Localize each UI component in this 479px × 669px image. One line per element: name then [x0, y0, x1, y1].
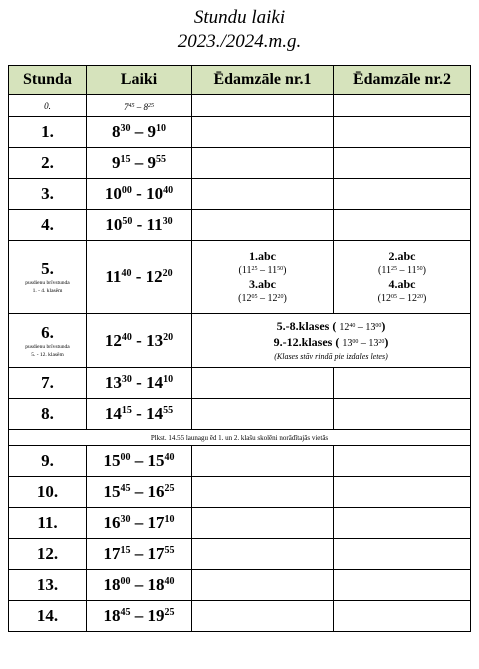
lesson-time-cell — [87, 601, 192, 632]
time-hour: 12 — [104, 330, 122, 350]
time-minutes: 10 — [164, 514, 175, 525]
time-hour: 7 — [124, 101, 129, 112]
canteen-2-cell — [334, 210, 471, 241]
time-hour: 17 — [147, 544, 165, 563]
time-dash: – — [355, 322, 366, 333]
time-hour: 11 — [407, 265, 417, 276]
lesson-time — [104, 513, 175, 532]
lesson-time — [104, 544, 175, 563]
table-row — [9, 508, 471, 539]
canteen-1-cell — [192, 446, 334, 477]
time-hour: 12 — [241, 293, 252, 304]
time-hour: 11 — [381, 265, 391, 276]
table-row — [9, 570, 471, 601]
time-minutes: 40 — [349, 323, 356, 329]
lesson-number: 8. — [41, 404, 54, 423]
time-minutes: 25 — [164, 607, 175, 618]
time-hour: 18 — [147, 575, 165, 594]
lesson-time — [105, 373, 173, 392]
time-hour: 13 — [104, 373, 122, 392]
time-hour: 12 — [381, 293, 391, 304]
table-row — [9, 117, 471, 148]
time-minutes: 55 — [164, 545, 175, 556]
lesson-number-cell — [9, 241, 87, 314]
table-row — [9, 179, 471, 210]
time-dash: – — [130, 513, 148, 532]
time-minutes: 05 — [391, 294, 397, 300]
canteen-1-cell — [192, 508, 334, 539]
canteen-2-cell — [334, 148, 471, 179]
lunch-notice: Plkst. 14.55 launagu ēd 1. un 2. klašu skolēni norādītajās vietās — [9, 430, 471, 446]
lesson-number: 0. — [44, 100, 51, 111]
lesson-number-cell — [9, 117, 87, 148]
canteen-2-cell — [334, 117, 471, 148]
lesson-time — [104, 482, 175, 501]
lesson-time-cell — [87, 314, 192, 368]
time-dash: - — [131, 373, 147, 392]
time-minutes: 00 — [120, 576, 131, 587]
time-dash: – — [358, 338, 369, 349]
time-hour: 9 — [112, 153, 121, 172]
time-hour: 15 — [103, 482, 121, 501]
lesson-number-cell — [9, 368, 87, 399]
time-dash: - — [131, 404, 147, 423]
lesson-time — [104, 451, 175, 470]
time-dash: - — [131, 330, 147, 350]
time-minutes: 05 — [251, 294, 258, 300]
lesson-time-cell — [87, 148, 192, 179]
header-edamzale-2: Ēdamzāle nr.2 — [334, 66, 471, 95]
time-minutes: 00 — [121, 185, 132, 196]
lunch-merged-cell — [192, 314, 471, 368]
lesson-time-cell — [87, 179, 192, 210]
time-dash: – — [130, 544, 148, 563]
time-hour: 18 — [103, 575, 121, 594]
time-hour: 8 — [112, 122, 121, 141]
header-stunda: Stunda — [9, 66, 87, 95]
paren-close: ) — [283, 293, 287, 304]
lesson-time — [105, 215, 172, 234]
time-hour: 10 — [104, 184, 122, 203]
canteen-1-cell — [192, 95, 334, 117]
lesson-note: pusdienu brīvstunda — [25, 343, 70, 350]
lesson-number: 9. — [41, 451, 54, 470]
lunch-group-name: 9.-12.klases — [273, 335, 333, 349]
time-minutes: 50 — [122, 216, 133, 227]
lesson-number: 11. — [37, 513, 58, 532]
time-hour: 10 — [105, 215, 123, 234]
lesson-time-cell — [87, 446, 192, 477]
canteen-1-cell — [192, 179, 334, 210]
time-hour: 13 — [368, 338, 379, 349]
time-dash: - — [132, 215, 147, 234]
time-minutes: 40 — [121, 268, 132, 279]
canteen-2-cell — [334, 368, 471, 399]
lesson-number: 4. — [41, 215, 54, 234]
paren-open: ( — [238, 293, 242, 304]
header-row — [9, 66, 471, 95]
time-minutes: 20 — [417, 294, 423, 300]
canteen-1-cell — [192, 399, 334, 430]
lesson-time-cell — [87, 539, 192, 570]
lesson-number-cell — [9, 601, 87, 632]
class-group: 2.abc — [388, 249, 416, 263]
canteen-1-cell — [192, 117, 334, 148]
lesson-time — [112, 153, 166, 172]
lesson-note: pusdienu brīvstunda — [25, 280, 70, 286]
time-hour: 12 — [407, 293, 417, 304]
canteen-2-cell — [334, 399, 471, 430]
table-row — [9, 148, 471, 179]
time-minutes: 30 — [120, 514, 131, 525]
lesson-number: 3. — [41, 184, 54, 203]
table-row — [9, 399, 471, 430]
time-dash: – — [130, 451, 148, 470]
class-group-time — [334, 291, 470, 305]
time-minutes: 40 — [164, 576, 175, 587]
time-dash: – — [130, 606, 148, 625]
lesson-time-cell — [87, 241, 192, 314]
lesson-number-cell — [9, 399, 87, 430]
time-minutes: 30 — [120, 123, 131, 134]
canteen-2-cell — [334, 539, 471, 570]
lesson-time-cell — [87, 368, 192, 399]
time-hour: 12 — [339, 322, 350, 333]
time-dash: – — [130, 153, 148, 172]
lesson-number: 12. — [36, 544, 59, 563]
time-dash: – — [257, 265, 268, 276]
time-hour: 8 — [143, 101, 148, 112]
time-hour: 19 — [147, 606, 165, 625]
time-minutes: 00 — [352, 339, 359, 345]
lesson-number-cell — [9, 314, 87, 368]
time-minutes: 45 — [120, 607, 131, 618]
lesson-time — [104, 606, 175, 625]
time-dash: – — [397, 265, 407, 276]
lunch-group-time — [339, 322, 381, 333]
time-hour: 11 — [267, 265, 278, 276]
time-minutes: 00 — [375, 323, 382, 329]
lesson-number: 7. — [41, 373, 54, 392]
time-hour: 16 — [103, 513, 121, 532]
time-minutes: 00 — [120, 452, 131, 463]
lesson-number: 1. — [41, 122, 54, 141]
time-hour: 18 — [103, 606, 121, 625]
time-hour: 13 — [342, 338, 353, 349]
table-row — [9, 477, 471, 508]
time-hour: 13 — [146, 330, 164, 350]
time-minutes: 25 — [391, 266, 397, 272]
class-group-time — [334, 263, 470, 277]
canteen-2-cell — [334, 95, 471, 117]
lesson-time — [105, 267, 172, 286]
time-minutes: 30 — [121, 374, 132, 385]
lesson-number: 10. — [36, 482, 59, 501]
time-minutes: 40 — [164, 452, 175, 463]
class-group: 1.abc — [249, 249, 276, 263]
time-minutes: 20 — [162, 268, 173, 279]
canteen-1-cell — [192, 570, 334, 601]
time-minutes: 55 — [163, 405, 174, 416]
time-minutes: 15 — [120, 154, 131, 165]
canteen-2-cell — [334, 446, 471, 477]
document-title: Stundu laiki — [193, 7, 286, 28]
time-minutes: 15 — [121, 405, 132, 416]
table-row — [9, 601, 471, 632]
time-hour: 14 — [146, 373, 164, 392]
canteen-1-cell — [192, 601, 334, 632]
lesson-time-cell — [87, 399, 192, 430]
lesson-number-cell — [9, 539, 87, 570]
class-group-time — [192, 291, 333, 305]
canteen-1-cell — [192, 477, 334, 508]
time-minutes: 10 — [163, 374, 174, 385]
paren-open: ( — [377, 293, 381, 304]
table-row — [9, 210, 471, 241]
canteen-2-cell — [334, 601, 471, 632]
lesson-time — [112, 122, 166, 141]
lesson-time — [105, 404, 173, 423]
time-hour: 11 — [105, 267, 122, 286]
time-hour: 17 — [103, 544, 121, 563]
time-minutes: 30 — [162, 216, 173, 227]
canteen-2-cell — [334, 477, 471, 508]
time-minutes: 40 — [163, 185, 174, 196]
schedule-body — [9, 95, 471, 632]
time-hour: 12 — [145, 267, 163, 286]
paren-close: ) — [381, 319, 386, 333]
time-hour: 17 — [147, 513, 165, 532]
lesson-time-cell — [87, 210, 192, 241]
time-hour: 14 — [104, 404, 122, 423]
lesson-time — [105, 331, 173, 350]
lesson-time — [124, 102, 154, 112]
time-minutes: 50 — [416, 266, 423, 272]
time-minutes: 45 — [120, 483, 131, 494]
lesson-number: 13. — [36, 575, 59, 594]
time-dash: – — [130, 482, 148, 501]
lesson-note-classes: 1. - 4. klasēm — [32, 288, 63, 294]
lesson-number-cell — [9, 508, 87, 539]
lesson-time-cell — [87, 95, 192, 117]
lesson-time — [104, 575, 175, 594]
canteen-2-cell — [334, 570, 471, 601]
table-row — [9, 539, 471, 570]
time-hour: 11 — [241, 265, 252, 276]
table-row — [9, 446, 471, 477]
paren-open: ( — [378, 265, 382, 276]
lesson-number-cell — [9, 570, 87, 601]
paren-open: ( — [332, 335, 343, 349]
lesson-time-cell — [87, 477, 192, 508]
lesson-number-cell — [9, 179, 87, 210]
table-row — [9, 314, 471, 368]
paren-close: ) — [283, 265, 287, 276]
time-dash: - — [131, 267, 146, 286]
time-dash: – — [130, 122, 148, 141]
lesson-time-cell — [87, 117, 192, 148]
time-minutes: 25 — [251, 266, 258, 272]
lesson-number: 2. — [41, 153, 54, 172]
class-group: 4.abc — [388, 277, 416, 291]
paren-close: ) — [423, 293, 427, 304]
time-hour: 10 — [146, 184, 164, 203]
schedule-table — [8, 65, 471, 632]
time-minutes: 45 — [128, 102, 135, 109]
time-dash: – — [257, 293, 268, 304]
time-dash: – — [397, 293, 407, 304]
lesson-time — [105, 184, 173, 203]
time-minutes: 25 — [164, 483, 175, 494]
lesson-note-classes: 5. - 12. klasēm — [31, 351, 64, 358]
class-group-time — [192, 263, 333, 277]
time-hour: 15 — [147, 451, 165, 470]
header-laiki: Laiki — [87, 66, 192, 95]
time-hour: 15 — [103, 451, 121, 470]
canteen-e2-cell — [334, 241, 471, 314]
lesson-number: 5. — [41, 259, 54, 278]
lesson-number: 14. — [36, 606, 59, 625]
header-edamzale-1: Ēdamzāle nr.1 — [192, 66, 334, 95]
time-hour: 12 — [267, 293, 278, 304]
queue-note: (Klases stāv rindā pie izdales letes) — [274, 352, 388, 361]
paren-open: ( — [238, 265, 242, 276]
paren-close: ) — [422, 265, 426, 276]
time-minutes: 55 — [156, 154, 166, 165]
lesson-number-cell — [9, 95, 87, 117]
time-dash: – — [130, 575, 148, 594]
lesson-number-cell — [9, 477, 87, 508]
canteen-1-cell — [192, 148, 334, 179]
lunch-group-name: 5.-8.klases — [276, 319, 330, 333]
time-dash: – — [134, 101, 144, 112]
canteen-1-cell — [192, 539, 334, 570]
table-row — [9, 430, 471, 446]
canteen-1-cell — [192, 368, 334, 399]
table-row — [9, 241, 471, 314]
time-hour: 11 — [146, 215, 163, 234]
canteen-e1-cell — [192, 241, 334, 314]
lesson-number-cell — [9, 210, 87, 241]
class-group: 3.abc — [249, 277, 276, 291]
time-hour: 9 — [147, 122, 156, 141]
canteen-2-cell — [334, 179, 471, 210]
lunch-group-time — [342, 338, 384, 349]
time-minutes: 20 — [277, 294, 284, 300]
time-hour: 16 — [147, 482, 165, 501]
lesson-time-cell — [87, 570, 192, 601]
time-minutes: 40 — [121, 331, 132, 343]
time-minutes: 15 — [120, 545, 131, 556]
time-hour: 9 — [147, 153, 156, 172]
time-minutes: 20 — [163, 331, 174, 343]
lesson-number-cell — [9, 148, 87, 179]
canteen-1-cell — [192, 210, 334, 241]
canteen-2-cell — [334, 508, 471, 539]
time-minutes: 25 — [148, 102, 154, 109]
paren-close: ) — [384, 335, 389, 349]
table-row — [9, 368, 471, 399]
time-hour: 13 — [365, 322, 376, 333]
time-minutes: 20 — [378, 339, 385, 345]
lesson-time-cell — [87, 508, 192, 539]
lesson-number: 6. — [41, 322, 54, 342]
time-hour: 14 — [146, 404, 164, 423]
lesson-number-cell — [9, 446, 87, 477]
time-minutes: 50 — [277, 266, 284, 272]
time-minutes: 10 — [156, 123, 166, 134]
lunch-group-line — [192, 319, 470, 335]
document-subtitle: 2023./2024.m.g. — [177, 31, 302, 52]
lunch-group-line — [192, 335, 470, 351]
time-dash: - — [131, 184, 147, 203]
table-row — [9, 95, 471, 117]
paren-open: ( — [329, 319, 340, 333]
